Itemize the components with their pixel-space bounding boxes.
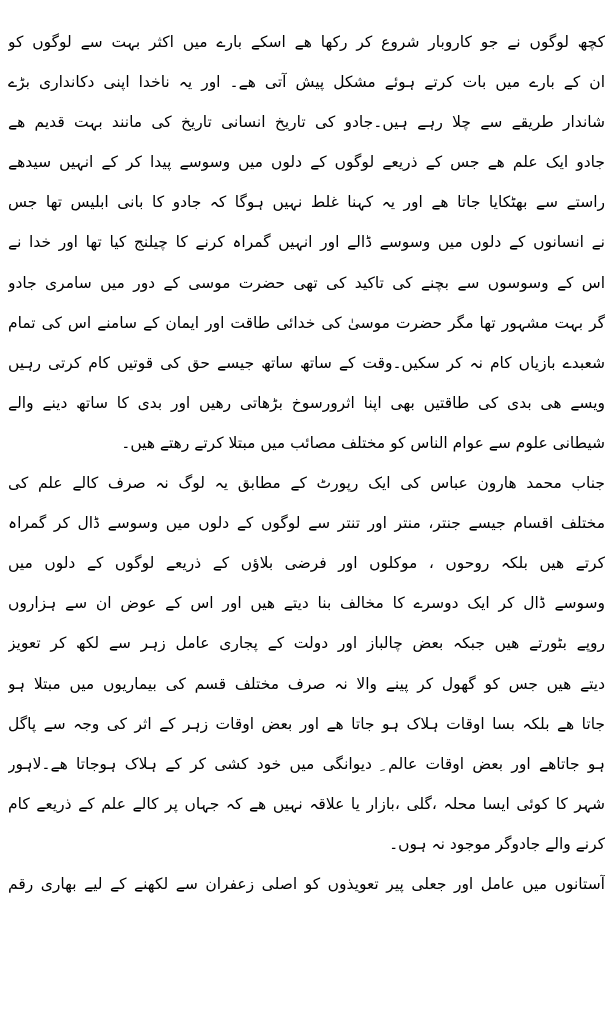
text-line: کرنے والے جادوگر موجود نہ ہوں۔: [389, 834, 605, 853]
text-line: راستے سے بھٹکایا جاتا ھے اور یہ کہنا غلط نہیں ہوگا کہ جادو کا بانی ابلیس تھا جس: [8, 193, 605, 212]
text-line: کرتے ھیں بلکہ روحوں ، موکلوں اور فرضی بلاؤں کے ذریعے لوگوں کے دلوں میں: [8, 554, 605, 573]
text-line: وسوسے ڈال کر ایک دوسرے کا مخالف بنا دیتے ھیں اور اس کے عوض ان سے ہزاروں: [8, 594, 605, 613]
text-line: مختلف اقسام جیسے جنتر، منتر اور تنتر سے لوگوں کے دلوں میں وسوسے ڈال کر گمراہ: [8, 514, 605, 533]
text-line: روپے بٹورتے ھیں جبکہ بعض چالباز اور دولت کے پجاری عامل زہر سے لکھ کر تعویز: [8, 634, 605, 653]
text-line: شعبدے بازیاں کام نہ کر سکیں۔وقت کے ساتھ ساتھ جیسے حق کی قوتیں کام کرتی رہیں: [8, 353, 605, 372]
text-line: دیتے ھیں جس کو گھول کر پینے والا نہ صرف مختلف قسم کی بیماریوں میں مبتلا ہو: [8, 674, 605, 693]
text-line: نے انسانوں کے دلوں میں وسوسے ڈالے اور انہیں گمراہ کرنے کا چیلنج کیا تھا اور خدا نے: [8, 233, 605, 252]
text-line: جادو ایک علم ھے جس کے ذریعے لوگوں کے دلوں میں وسوسے پیدا کر کے انہیں سیدھے: [8, 153, 605, 172]
text-line: شہر کا کوئی ایسا محلہ ،گلی ،بازار یا علاقہ نہیں ھے کہ جہاں پر کالے علم کے ذریعے کام: [8, 794, 605, 813]
text-line: آستانوں میں عامل اور جعلی پیر تعویذوں کو اصلی زعفران سے لکھنے کے لیے بھاری رقم: [8, 874, 605, 893]
text-line: ہو جاتاھے اور بعض اوقات عالم ِ دیوانگی میں خود کشی کر کے ہلاک ہوجاتا ھے۔لاہور: [8, 754, 605, 773]
text-line: جناب محمد ھارون عباس کی ایک رپورٹ کے مطابق یہ لوگ نہ صرف کالے علم کی: [8, 474, 605, 493]
text-line: اس کے وسوسوں سے بچنے کی تاکید کی تھی حضرت موسی کے دور میں سامری جادو: [8, 273, 605, 292]
text-line: شیطانی علوم سے عوام الناس کو مختلف مصائب میں مبتلا کرتے رھتے ھیں۔: [121, 433, 605, 452]
text-line: گر بہت مشہور تھا مگر حضرت موسیٰ کی خدائی طاقت اور ایمان کے سامنے اس کی تمام: [8, 313, 605, 332]
text-line: شاندار طریقے سے چلا رہے ہیں۔جادو کی تاریخ انسانی تاریخ کی مانند بہت قدیم ھے: [8, 113, 605, 132]
text-line: جاتا ھے بلکہ بسا اوقات ہلاک ہو جاتا ھے اور بعض اوقات زہر کے اثر کی وجہ سے پاگل: [8, 714, 605, 733]
text-line: ویسے ھی بدی کی طاقتیں بھی اپنا اثرورسوخ بڑھاتی رھیں اور بدی کا ساتھ دینے والے: [8, 393, 605, 412]
text-line: کچھ لوگوں نے جو کاروبار شروع کر رکھا ھے اسکے بارے میں اکثر بہت سے لوگوں کو: [8, 33, 605, 51]
document-body: [8, 22, 605, 904]
text-line: ان کے بارے میں بات کرتے ہوئے مشکل پیش آتی ھے۔ اور یہ ناخدا اپنی دکانداری بڑے: [8, 73, 605, 92]
